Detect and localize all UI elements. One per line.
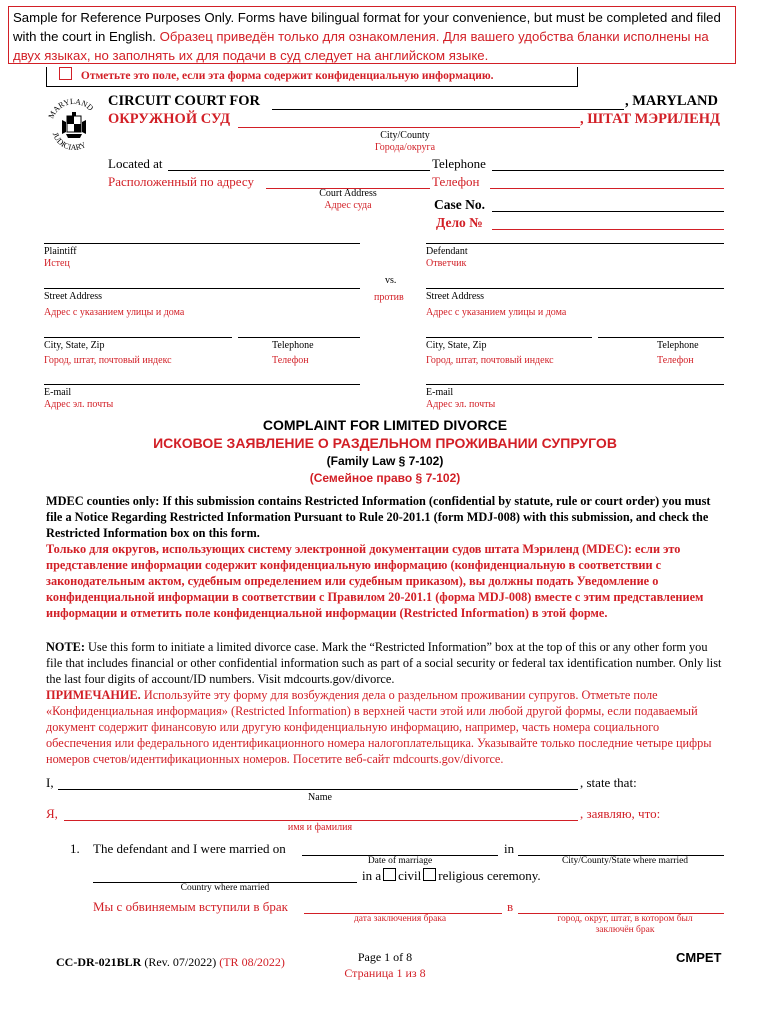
note-paragraph [46,639,722,687]
plaintiff-city-label: City, State, Zip [44,340,105,351]
defendant-label-ru: Ответчик [426,258,467,269]
defendant-city-label-ru: Город, штат, почтовый индекс [426,355,554,366]
plaintiff-label: Plaintiff [44,246,77,257]
civil-checkbox[interactable] [383,868,396,881]
seal-text-top: MARYLAND [46,96,96,121]
ceremony-type [362,868,541,884]
note-label-ru: ПРИМЕЧАНИЕ. [46,688,141,702]
form-id [56,955,285,970]
form-subtitle: (Family Law § 7-102) [326,454,444,468]
plaintiff-street-label: Street Address [44,291,103,302]
plaintiff-city-line[interactable] [44,337,232,338]
marriage-place-caption: City/County/State where married [561,856,689,866]
marriage-place-caption-ru: город, округ, штат, в котором был заключён брак [557,914,693,935]
court-telephone-line-ru[interactable] [490,188,724,189]
plaintiff-tel-line[interactable] [238,337,360,338]
name-caption-ru: имя и фамилия [287,822,353,833]
city-county-label-ru: Города/округа [374,142,436,153]
defendant-email-label: E-mail [426,387,454,398]
marriage-country-caption: Country where married [180,883,270,893]
telephone-label: Telephone [432,156,486,171]
case-no-label: Case No. [434,197,485,212]
city-county-label: City/County [380,130,430,141]
vs-label: vs. [385,275,397,286]
county-line[interactable] [272,109,624,110]
plaintiff-email-label: E-mail [44,387,72,398]
i-label-ru: Я, [46,806,58,821]
plaintiff-label-ru: Истец [44,258,70,269]
form-tr: (TR 08/2022) [219,955,285,969]
maryland-judiciary-seal [44,94,104,156]
located-at-label: Located at [108,156,163,171]
form-code: CMPET [676,950,722,965]
court-address-label: Court Address [319,188,377,199]
plaintiff-line[interactable] [44,243,360,244]
note-label: NOTE: [46,640,85,654]
civil-label: civil [398,868,422,883]
plaintiff-street-line[interactable] [44,288,360,289]
disclaimer-ru: Образец приведён только для ознакомления. Для вашего удобства бланки исполнены на двух языках, но заполнять их для подачи в суд следует на английском языке. [13,29,709,63]
marriage-date-caption: Date of marriage [367,856,433,866]
maryland-label: , MARYLAND [625,93,718,109]
mdec-notice-ru: Только для округов, использующих систему электронной документации судов штата Мэриленд (MDEC): если это представление информации содержит конфиденциальную информацию (конфиденциальную в соответствии с законодательным актом, судебным определением или судебным приказом), вы должны подать Уведомление о конфиденциальной информации в соответствии с Правилом 20-201.1 (форма MDJ-008) вместе с этим представлением информации и отметить поле конфиденциальной информации (Restricted Information) в этой форме. [46,542,704,620]
located-at-label-ru: Расположенный по адресу [108,174,254,189]
defendant-tel-label-ru: Телефон [657,355,694,366]
plaintiff-street-label-ru: Адрес с указанием улицы и дома [44,307,185,318]
case-no-line-ru[interactable] [492,229,724,230]
item-1-text: The defendant and I were married on [93,841,286,856]
mdec-notice: MDEC counties only: If this submission contains Restricted Information (confidential by statute, rule or court order) you must file a Notice Regarding Restricted Information Pursuant to Rule 20-201.1 (form MDJ-008) with this submission, and check the Restricted Information box on this form. [46,494,711,540]
note-paragraph-ru [46,687,722,767]
form-subtitle-ru: (Семейное право § 7-102) [309,471,461,485]
item-1-text-ru: Мы с обвиняемым вступили в брак [93,899,288,914]
circuit-court-label-ru: ОКРУЖНОЙ СУД [108,111,231,127]
plaintiff-city-label-ru: Город, штат, почтовый индекс [44,355,172,366]
item-1-in-ru: в [507,899,514,914]
state-that-label-ru: , заявляю, что: [580,806,661,821]
note-text: Use this form to initiate a limited divorce case. Mark the “Restricted Information” box at the top of this or any other form you file that includes financial or other confidential information such as part of a social security or federal tax identification number. Only list the last four digits of account/ID numbers. Visit mdcourts.gov/divorce. [46,640,722,686]
religious-label: religious ceremony. [438,868,541,883]
marriage-date-caption-ru: дата заключения брака [353,914,447,924]
defendant-email-line[interactable] [426,384,724,385]
defendant-email-label-ru: Адрес эл. почты [426,399,496,410]
form-id-code: CC-DR-021BLR [56,955,142,969]
telephone-label-ru: Телефон [432,174,480,189]
defendant-tel-line[interactable] [598,337,724,338]
circuit-court-label: CIRCUIT COURT FOR [108,93,261,109]
court-address-line[interactable] [168,170,430,171]
disclaimer-banner [8,6,736,64]
note-text-ru: Используйте эту форму для возбуждения дела о раздельном проживании супругов. Отметьте поле «Конфиденциальная информация» (Restricted Information) в верхней части этой или любой другой формы, если подаваемый документ содержит финансовую или другую конфиденциальную информацию, например, часть номера социального обеспечения или федерального идентификационного номера налогоплательщика. Указывайте только последние четыре цифры номеров счетов/идентификационных номеров. Посетите веб-сайт mdcourts.gov/divorce. [46,688,712,766]
defendant-city-line[interactable] [426,337,592,338]
case-no-line[interactable] [492,211,724,212]
case-no-label-ru: Дело № [436,215,483,230]
defendant-line[interactable] [426,243,724,244]
court-address-label-ru: Адрес суда [324,200,372,211]
name-line[interactable] [58,789,578,790]
page-number-ru: Страница 1 из 8 [344,966,426,980]
form-title: COMPLAINT FOR LIMITED DIVORCE [262,417,508,433]
defendant-street-line[interactable] [426,288,724,289]
plaintiff-tel-label: Telephone [272,340,314,351]
plaintiff-tel-label-ru: Телефон [272,355,309,366]
plaintiff-email-line[interactable] [44,384,360,385]
court-telephone-line[interactable] [492,170,724,171]
plaintiff-email-label-ru: Адрес эл. почты [44,399,114,410]
restricted-info-bar [46,67,578,87]
name-line-ru[interactable] [64,820,578,821]
restricted-info-label: Отметьте это поле, если эта форма содержит конфиденциальную информацию. [80,70,494,82]
religious-checkbox[interactable] [423,868,436,881]
page-number: Page 1 of 8 [357,950,413,964]
disclaimer-en: Sample for Reference Purposes Only. Forms have bilingual format for your convenience, but must be completed and filed with the court in English. [13,10,721,44]
defendant-street-label-ru: Адрес с указанием улицы и дома [426,307,567,318]
in-a-label: in a [362,868,382,883]
state-that-label: , state that: [580,775,637,790]
defendant-city-label: City, State, Zip [426,340,487,351]
form-rev: (Rev. 07/2022) [141,955,220,969]
county-line-ru[interactable] [238,127,580,128]
item-1-number: 1. [70,841,80,856]
seal-text-bottom: JUDICIARY [50,131,88,153]
vs-label-ru: против [374,292,404,303]
maryland-label-ru: , ШТАТ МЭРИЛЕНД [580,111,721,127]
seal-icon [44,94,104,156]
restricted-info-checkbox[interactable] [59,67,72,80]
item-1-in: in [504,841,515,856]
name-caption: Name [308,792,332,803]
defendant-street-label: Street Address [426,291,485,302]
defendant-label: Defendant [426,246,468,257]
defendant-tel-label: Telephone [657,340,699,351]
i-label: I, [46,775,54,790]
form-title-ru: ИСКОВОЕ ЗАЯВЛЕНИЕ О РАЗДЕЛЬНОМ ПРОЖИВАНИИ СУПРУГОВ [153,435,617,451]
